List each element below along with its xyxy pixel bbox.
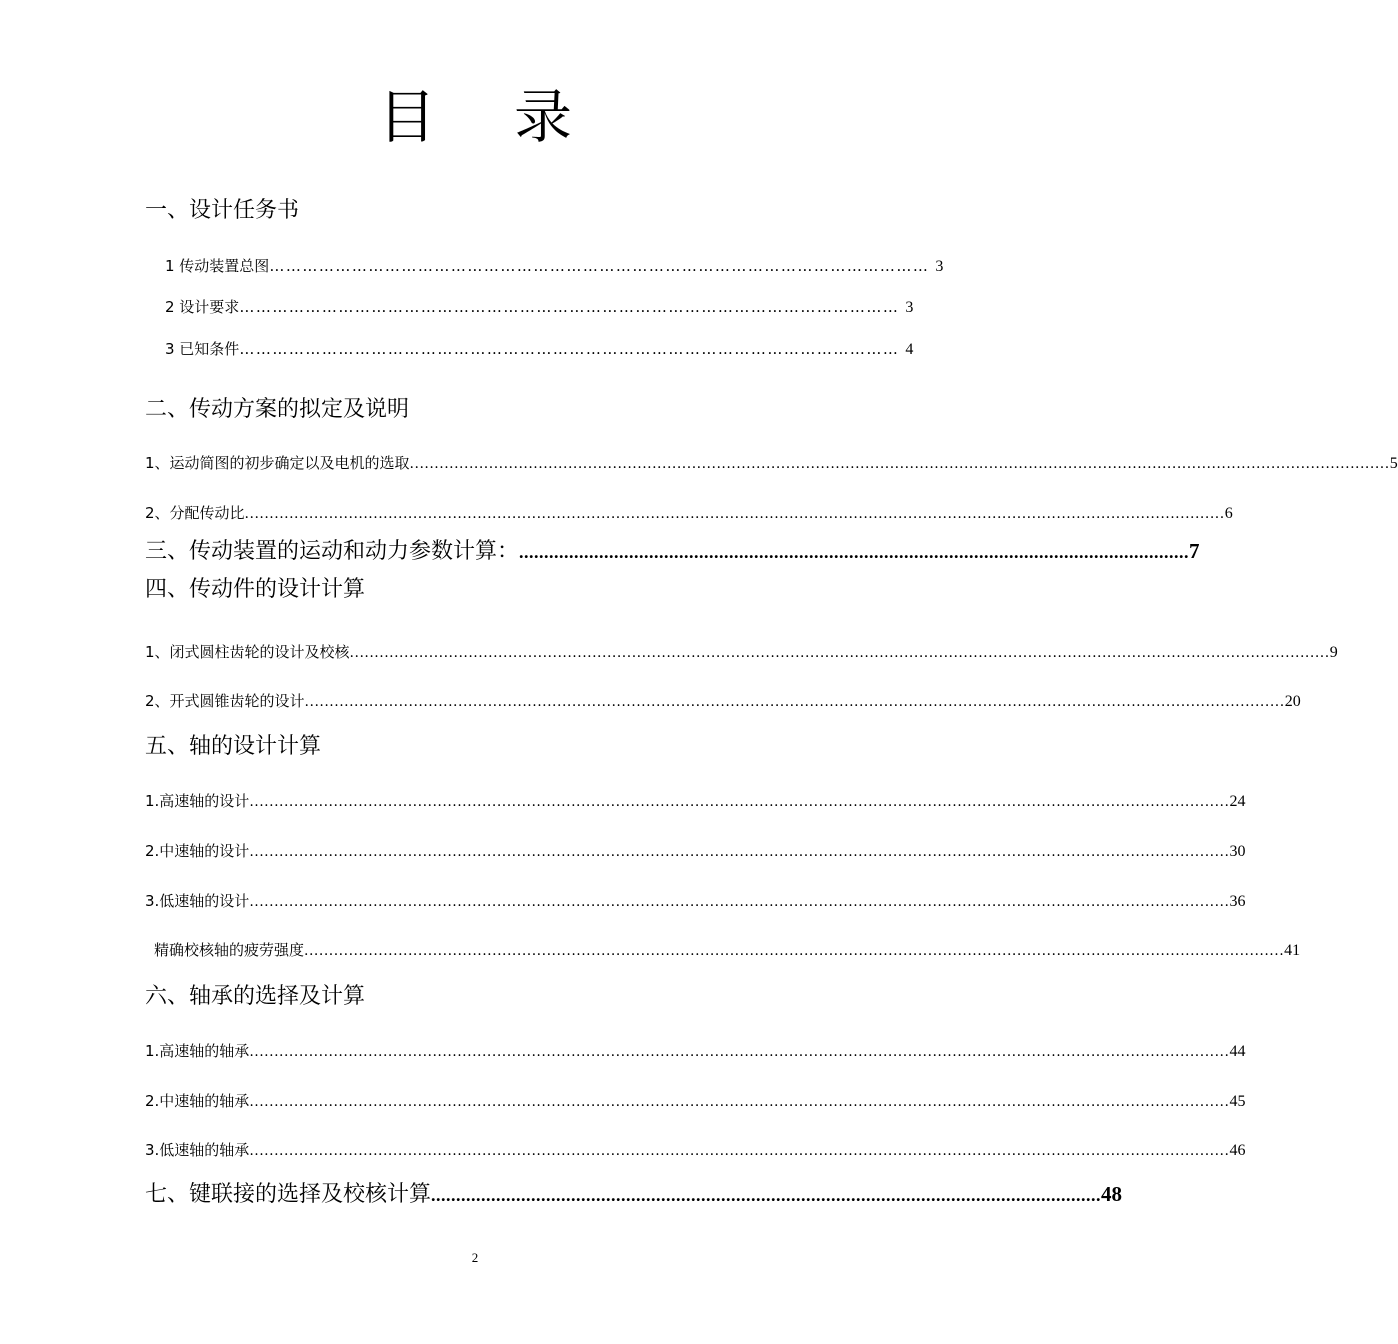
- toc-entry-page: 4: [905, 341, 914, 358]
- toc-entry[interactable]: [145, 891, 1246, 912]
- toc-leader: ......................................................................................................................................................................................................: [249, 1094, 1230, 1110]
- toc-entry-page: 24: [1229, 793, 1246, 810]
- toc-leader: ......................................................................................................................................................................................................: [249, 1044, 1230, 1060]
- toc-section-label: 三、传动装置的运动和动力参数计算：: [145, 539, 520, 564]
- toc-entry[interactable]: [145, 791, 1246, 812]
- toc-entry[interactable]: [154, 940, 1301, 961]
- toc-leader: ......................................................................................................................................................................................................: [249, 1143, 1230, 1159]
- toc-entry[interactable]: [145, 503, 1233, 524]
- toc-entry-label: 2、开式圆锥齿轮的设计: [145, 692, 305, 710]
- toc-entry[interactable]: [145, 691, 1301, 712]
- toc-leader: …………………………………………………………………………………………………………: [239, 298, 900, 316]
- toc-entry-label: 2.中速轴的轴承: [145, 1092, 250, 1110]
- toc-section-4[interactable]: 四、传动件的设计计算: [145, 577, 366, 602]
- toc-section-7[interactable]: [145, 1181, 1123, 1209]
- toc-entry-label: 2、分配传动比: [145, 504, 245, 522]
- toc-entry-label: 2.中速轴的设计: [145, 842, 250, 860]
- toc-leader: …………………………………………………………………………………………………………: [239, 340, 900, 358]
- toc-entry[interactable]: [145, 453, 1398, 474]
- toc-section-label: 七、键联接的选择及校核计算: [145, 1182, 432, 1207]
- toc-entry-label: 2 设计要求: [165, 298, 240, 316]
- toc-entry[interactable]: [165, 256, 944, 277]
- toc-leader: …………………………………………………………………………………………………………: [269, 257, 930, 275]
- toc-leader: ......................................................................................................................................................................................................: [349, 645, 1330, 661]
- toc-entry-page: 45: [1229, 1093, 1246, 1110]
- toc-leader: ......................................................................................................................................................................................................: [304, 943, 1285, 959]
- toc-entry-label: 3.低速轴的设计: [145, 892, 250, 910]
- toc-entry-page: 41: [1284, 942, 1301, 959]
- toc-leader: ......................................................................................................................................................................................................: [249, 844, 1230, 860]
- toc-section-page: 7: [1189, 539, 1200, 563]
- toc-entry[interactable]: [145, 841, 1246, 862]
- toc-entry-page: 9: [1329, 644, 1338, 661]
- toc-section-6[interactable]: 六、轴承的选择及计算: [145, 984, 366, 1009]
- toc-section-5[interactable]: 五、轴的设计计算: [145, 734, 322, 759]
- title-char-1: 目: [377, 83, 436, 151]
- toc-leader: ......................................................................................................................................................................................................: [249, 794, 1230, 810]
- toc-entry-page: 6: [1224, 505, 1233, 522]
- toc-leader: ......................................................................................................................................: [431, 1185, 1102, 1205]
- toc-section-3[interactable]: [145, 538, 1200, 566]
- toc-entry[interactable]: [165, 339, 914, 360]
- toc-leader: ......................................................................................................................................................................................................: [304, 694, 1285, 710]
- toc-entry-page: 44: [1229, 1043, 1246, 1060]
- toc-entry-page: 36: [1229, 893, 1246, 910]
- toc-entry-page: 3: [905, 299, 914, 316]
- toc-entry[interactable]: [145, 1041, 1246, 1062]
- toc-entry-label: 精确校核轴的疲劳强度: [154, 941, 305, 959]
- toc-entry-label: 1.高速轴的轴承: [145, 1042, 250, 1060]
- toc-leader: ......................................................................................................................................................................................................: [409, 456, 1390, 472]
- toc-entry-label: 1 传动装置总图: [165, 257, 270, 275]
- page-title: [0, 82, 950, 152]
- toc-entry-page: 30: [1229, 843, 1246, 860]
- toc-entry-page: 20: [1284, 693, 1301, 710]
- toc-entry-page: 46: [1229, 1142, 1246, 1159]
- page-number: 2: [471, 1250, 479, 1265]
- title-char-2: 录: [514, 83, 573, 151]
- toc-entry[interactable]: [145, 1091, 1246, 1112]
- toc-entry-label: 1、闭式圆柱齿轮的设计及校核: [145, 643, 350, 661]
- toc-section-2[interactable]: 二、传动方案的拟定及说明: [145, 397, 410, 422]
- toc-leader: ......................................................................................................................................: [519, 542, 1190, 562]
- toc-section-page: 48: [1101, 1182, 1123, 1206]
- toc-entry[interactable]: [165, 297, 914, 318]
- toc-entry-label: 1、运动简图的初步确定以及电机的选取: [145, 454, 410, 472]
- toc-entry-page: 3: [935, 258, 944, 275]
- toc-entry[interactable]: [145, 1140, 1246, 1161]
- toc-entry-label: 1.高速轴的设计: [145, 792, 250, 810]
- toc-entry-label: 3.低速轴的轴承: [145, 1141, 250, 1159]
- toc-leader: ......................................................................................................................................................................................................: [244, 506, 1225, 522]
- toc-entry-label: 3 已知条件: [165, 340, 240, 358]
- toc-entry-page: 5: [1389, 455, 1398, 472]
- toc-section-1[interactable]: 一、设计任务书: [145, 198, 300, 223]
- toc-leader: ......................................................................................................................................................................................................: [249, 894, 1230, 910]
- toc-entry[interactable]: [145, 642, 1338, 663]
